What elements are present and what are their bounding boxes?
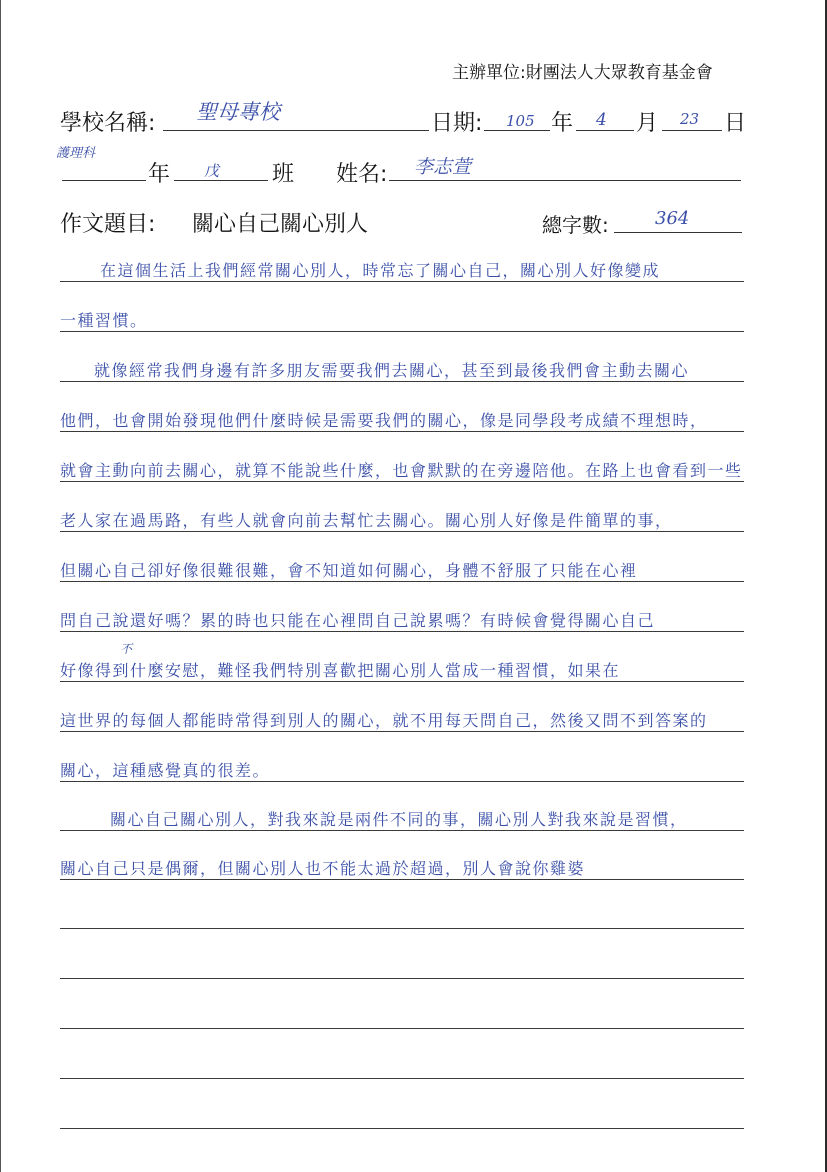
essay-rule-line (60, 531, 744, 532)
year-value: 105 (506, 112, 535, 130)
month-value: 4 (596, 110, 607, 130)
topic-label: 作文題目: (60, 212, 156, 237)
wordcount-underline (614, 232, 742, 233)
essay-line-4: 他們，也會開始發現他們什麼時候是需要我們的關心，像是同學段考成績不理想時， (60, 411, 708, 430)
essay-line-7: 但關心自己卻好像很難很難，會不知道如何關心，身體不舒服了只能在心裡 (60, 561, 638, 580)
name-underline (389, 180, 741, 181)
essay-rule-line (60, 830, 744, 831)
day-label: 日 (724, 111, 747, 136)
essay-rule-line (60, 331, 744, 332)
essay-rule-line (60, 281, 744, 282)
essay-line-6: 老人家在過馬路，有些人就會向前去幫忙去關心。關心別人好像是件簡單的事， (60, 511, 673, 530)
essay-line-2: 一種習慣。 (60, 311, 148, 330)
school-value: 聖母專校 (196, 100, 280, 124)
page-edge-left (0, 0, 1, 1172)
essay-rule-line (60, 928, 744, 929)
essay-rule-line (60, 431, 744, 432)
essay-rule-line (60, 731, 744, 732)
essay-rule-line (60, 631, 744, 632)
grade-underline (62, 180, 146, 181)
class-label: 班 (272, 162, 295, 187)
class-underline (174, 180, 268, 181)
essay-rule-line (60, 1128, 744, 1129)
essay-rule-line (60, 1028, 744, 1029)
organizer-text: 主辦單位:財團法人大眾教育基金會 (452, 63, 713, 83)
topic-value: 關心自己關心別人 (192, 212, 369, 237)
essay-line-8: 問自己說還好嗎？累的時也只能在心裡問自己說累嗎？有時候會覺得關心自己 (60, 611, 656, 630)
essay-line-13: 關心自己只是偶爾，但關心別人也不能太過於超過，別人會說你雞婆 (60, 859, 586, 878)
wordcount-label: 總字數: (542, 213, 609, 237)
essay-rule-line (60, 681, 744, 682)
essay-line-10: 這世界的每個人都能時常得到別人的關心，就不用每天問自己，然後又問不到答案的 (60, 711, 708, 730)
grade-label: 年 (148, 162, 171, 187)
day-underline (662, 130, 722, 131)
essay-line-12: 關心自己關心別人，對我來說是兩件不同的事，關心別人對我來說是習慣， (110, 810, 688, 829)
essay-rule-line (60, 781, 744, 782)
month-underline (576, 130, 634, 131)
date-label: 日期: (431, 111, 483, 136)
essay-line-5: 就會主動向前去關心，就算不能說些什麼，也會默默的在旁邊陪他。在路上也會看到一些 (60, 461, 743, 480)
name-label: 姓名: (336, 162, 388, 187)
essay-rule-line (60, 481, 744, 482)
essay-line-9: 好像得到什麼安慰，難怪我們特別喜歡把關心別人當成一種習慣，如果在 (60, 661, 621, 680)
essay-rule-line (60, 1078, 744, 1079)
year-label: 年 (551, 111, 574, 136)
essay-line-1: 在這個生活上我們經常關心別人，時常忘了關心自己，關心別人好像變成 (100, 261, 661, 280)
year-underline (484, 130, 550, 131)
essay-rule-line (60, 978, 744, 979)
wordcount-value: 364 (655, 208, 690, 229)
day-value: 23 (680, 110, 700, 128)
essay-rule-line (60, 381, 744, 382)
insertion-mark: 不 (120, 642, 133, 656)
essay-rule-line (60, 581, 744, 582)
essay-rule-line (60, 879, 744, 880)
class-value: 戊 (204, 162, 220, 180)
name-value: 李志萱 (414, 156, 472, 178)
department-note: 護理科 (56, 146, 96, 161)
school-underline (163, 130, 429, 131)
essay-line-11: 關心，這種感覺真的很差。 (60, 761, 271, 780)
essay-line-3: 就像經常我們身邊有許多朋友需要我們去關心，甚至到最後我們會主動去關心 (94, 361, 690, 380)
month-label: 月 (636, 111, 659, 136)
school-label: 學校名稱: (60, 111, 156, 136)
